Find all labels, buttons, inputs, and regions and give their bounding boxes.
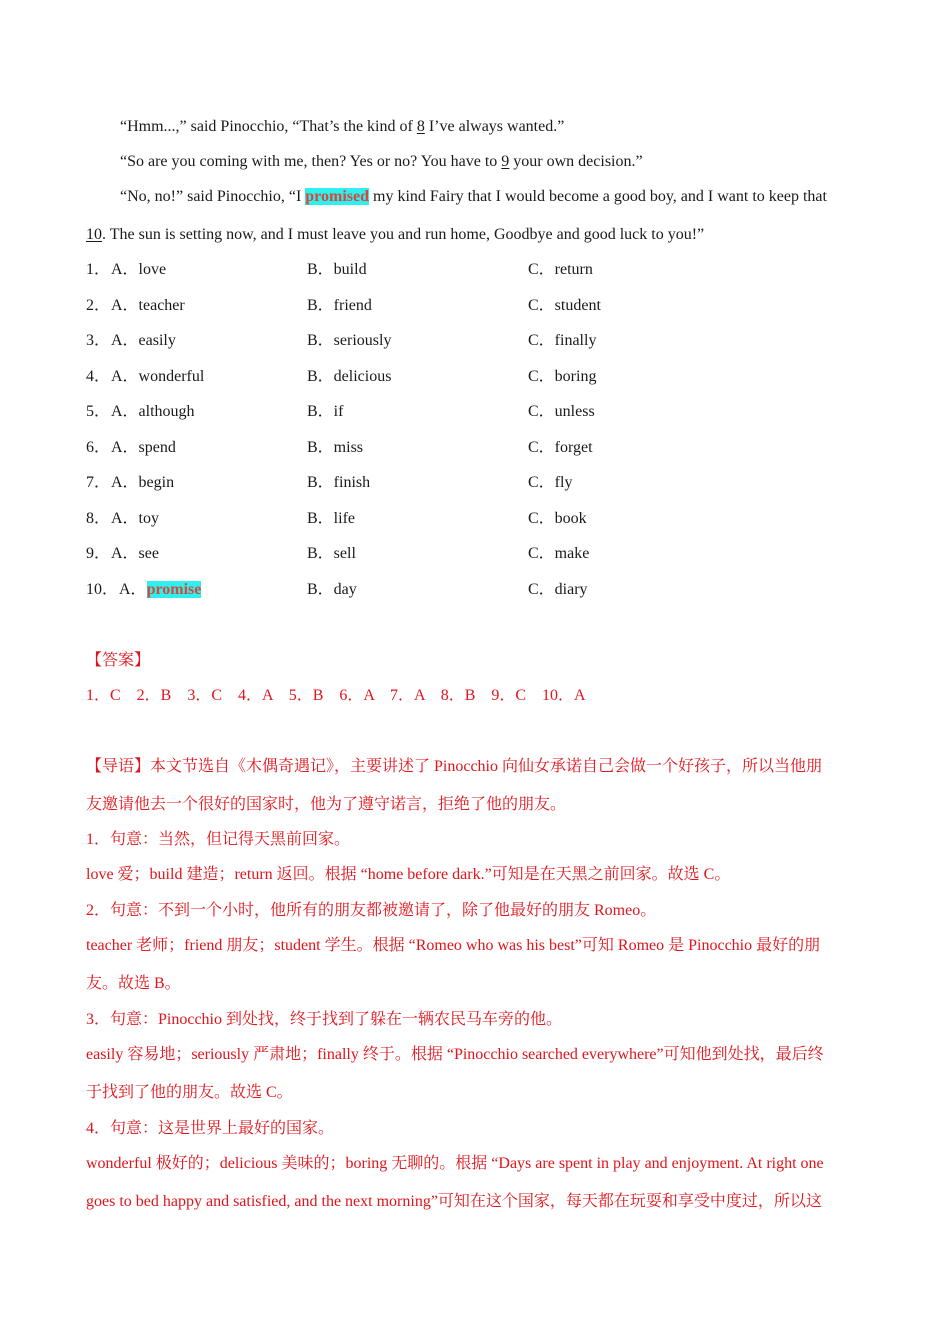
option-b: B．day [307,581,357,598]
explanation-2-body-2: 友。故选 B。 [86,975,181,992]
explanation-2-title: 2．句意：不到一个小时，他所有的朋友都被邀请了，除了他最好的朋友 Romeo。 [86,902,657,919]
option-c: C．forget [528,439,593,456]
option-a: A．wonderful [111,368,205,385]
option-number: 2． [86,297,111,314]
intro-line-2: 友邀请他去一个很好的国家时，他为了遵守诺言，拒绝了他的朋友。 [86,796,567,813]
option-a: A．love [111,261,167,278]
option-b: B．sell [307,545,356,562]
passage-line-1 [120,117,864,137]
option-number: 9． [86,545,111,562]
passage-line-2 [120,152,864,172]
option-a: A．toy [111,510,160,527]
option-a: A．begin [111,474,175,491]
option-number: 6． [86,439,111,456]
passage-line-4 [86,225,864,245]
highlighted-word: promise [146,581,202,598]
option-number: 3． [86,332,111,349]
option-number: 7． [86,474,111,491]
option-c: C．make [528,545,590,562]
answer-line: 1．C 2．B 3．C 4．A 5．B 6．A 7．A 8．B 9．C 10．A [86,687,586,704]
passage-text: “No, no!” said Pinocchio, “I [120,188,306,205]
option-c: C．book [528,510,587,527]
option-b: B．finish [307,474,371,491]
option-a: A．see [111,545,159,562]
option-c: C．unless [528,403,595,420]
option-a: A．spend [111,439,176,456]
explanation-3-title: 3．句意：Pinocchio 到处找，终于找到了躲在一辆农民马车旁的他。 [86,1011,562,1028]
option-a: A．easily [111,332,176,349]
blank-8: 8 [416,118,425,135]
passage-text: your own decision.” [509,153,643,170]
option-c: C．diary [528,581,588,598]
passage-text: . The sun is setting now, and I must leave you and run home, Goodbye and good luck to you!” [102,226,705,243]
option-c: C．return [528,261,593,278]
option-number: 5． [86,403,111,420]
option-number: 1． [86,261,111,278]
explanation-2-body-1: teacher 老师；friend 朋友；student 学生。根据 “Romeo who was his best”可知 Romeo 是 Pinocchio 最好的朋 [86,937,821,954]
explanation-1-body: love 爱；build 建造；return 返回。根据 “home before dark.”可知是在天黑之前回家。故选 C。 [86,866,731,883]
passage-line-3 [120,187,864,207]
option-a [119,580,201,600]
passage-text: “So are you coming with me, then? Yes or no? You have to [120,153,502,170]
passage-text: my kind Fairy that I would become a good boy, and I want to keep that [369,188,827,205]
option-a-label: A． [119,581,147,598]
option-number: 4． [86,368,111,385]
option-b: B．miss [307,439,364,456]
passage-text: I’ve always wanted.” [424,118,565,135]
option-number: 10． [86,581,119,598]
option-c: C．finally [528,332,597,349]
blank-10: 10 [86,226,102,243]
option-b: B．build [307,261,367,278]
explanation-3-body-1: easily 容易地；seriously 严肃地；finally 终于。根据 “Pinocchio searched everywhere”可知他到处找，最后终 [86,1046,824,1063]
option-b: B．life [307,510,355,527]
explanation-4-body-2: goes to bed happy and satisfied, and the next morning”可知在这个国家，每天都在玩耍和享受中度过，所以这 [86,1193,822,1210]
highlighted-word: promised [305,188,369,205]
option-c: C．student [528,297,601,314]
option-a: A．teacher [111,297,185,314]
option-b: B．friend [307,297,372,314]
answer-heading: 【答案】 [86,652,151,669]
option-c: C．boring [528,368,597,385]
passage-text: “Hmm...,” said Pinocchio, “That’s the kind of [120,118,417,135]
option-b: B．seriously [307,332,392,349]
explanation-3-body-2: 于找到了他的朋友。故选 C。 [86,1084,293,1101]
explanation-4-body-1: wonderful 极好的；delicious 美味的；boring 无聊的。根据 “Days are spent in play and enjoyment. At right one [86,1155,824,1172]
option-b: B．if [307,403,344,420]
blank-9: 9 [501,153,510,170]
explanation-1-title: 1．句意：当然，但记得天黑前回家。 [86,831,351,848]
option-c: C．fly [528,474,573,491]
intro-line-1: 【导语】本文节选自《木偶奇遇记》，主要讲述了 Pinocchio 向仙女承诺自己会做一个好孩子，所以当他朋 [86,758,822,775]
option-number: 8． [86,510,111,527]
option-b: B．delicious [307,368,392,385]
explanation-4-title: 4．句意：这是世界上最好的国家。 [86,1120,335,1137]
option-a: A．although [111,403,195,420]
